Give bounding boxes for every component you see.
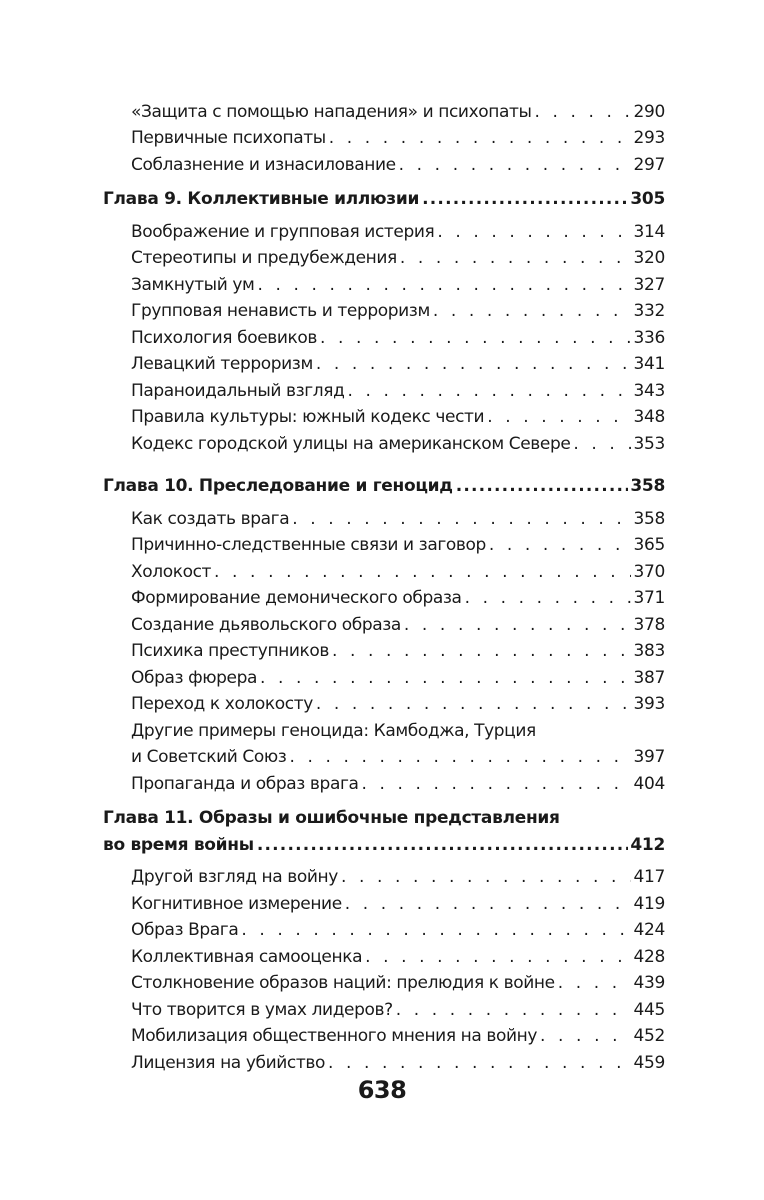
chapter-page: 412 [630, 834, 665, 855]
entry-title: Первичные психопаты [131, 128, 326, 148]
dot-leader [487, 406, 631, 428]
entry-title: Коллективная самооценка [131, 946, 363, 967]
entry-page: 370 [633, 561, 665, 582]
dot-leader [257, 834, 629, 856]
toc-entry [103, 402, 665, 429]
chapter-page: 305 [630, 189, 665, 209]
dot-leader [329, 127, 632, 149]
entry-page: 341 [633, 354, 665, 374]
table-of-contents [103, 96, 665, 1074]
entry-page: 320 [633, 248, 665, 268]
dot-leader [573, 433, 631, 455]
toc-entry [103, 662, 665, 689]
dot-leader [257, 274, 631, 296]
entry-title: Как создать врага [131, 508, 290, 529]
entry-page: 428 [633, 946, 665, 967]
dot-leader [404, 614, 632, 636]
entry-page: 417 [633, 867, 665, 887]
chapter-page: 358 [630, 476, 665, 496]
dot-leader [540, 1025, 631, 1047]
entry-title: Лицензия на убийство [131, 1052, 325, 1073]
chapter-heading-line2 [103, 829, 665, 856]
dot-leader [316, 693, 632, 715]
toc-entry [103, 583, 665, 610]
entry-page: 365 [633, 535, 665, 555]
entry-title: Стереотипы и предубеждения [131, 248, 397, 268]
entry-title: Кодекс городской улицы на американском Севере [131, 433, 571, 454]
dot-leader [341, 866, 632, 888]
toc-entry [103, 968, 665, 995]
entry-title: Образ фюрера [131, 667, 258, 688]
toc-entry [103, 888, 665, 915]
toc-entry [103, 503, 665, 530]
toc-entry [103, 243, 665, 270]
toc-entry [103, 428, 665, 455]
toc-entry [103, 375, 665, 402]
dot-leader [489, 534, 632, 556]
entry-title: Столкновение образов наций: прелюдия к войне [131, 973, 555, 993]
entry-title: Мобилизация общественного мнения на войну [131, 1026, 538, 1046]
chapter-heading-line1 [103, 803, 665, 830]
entry-title: Пропаганда и образ врага [131, 773, 359, 794]
entry-title: Психология боевиков [131, 327, 318, 348]
dot-leader [241, 919, 631, 941]
dot-leader [465, 587, 632, 609]
entry-title: Групповая ненависть и терроризм [131, 301, 430, 321]
entry-title: Причинно-следственные связи и заговор [131, 535, 486, 555]
dot-leader [437, 221, 631, 243]
entry-page: 297 [633, 154, 665, 175]
entry-page: 371 [633, 588, 665, 608]
entry-title: Когнитивное измерение [131, 893, 342, 914]
entry-page: 332 [633, 301, 665, 321]
dot-leader [292, 508, 631, 530]
entry-page: 445 [633, 999, 665, 1020]
dot-leader [558, 972, 632, 994]
entry-page: 314 [633, 221, 665, 242]
entry-page: 336 [633, 327, 665, 348]
toc-entry [103, 1047, 665, 1074]
entry-title: Соблазнение и изнасилование [131, 154, 396, 175]
entry-title: Правила культуры: южный кодекс чести [131, 407, 485, 427]
chapter-title: во время войны [103, 834, 254, 855]
entry-title: Воображение и групповая истерия [131, 221, 435, 242]
entry-page: 439 [633, 973, 665, 993]
toc-entry [103, 636, 665, 663]
entry-page: 404 [633, 773, 665, 794]
entry-page: 459 [633, 1052, 665, 1073]
entry-title: Замкнутый ум [131, 274, 255, 295]
entry-page: 393 [633, 694, 665, 714]
toc-entry [103, 216, 665, 243]
chapter-title: Глава 10. Преследование и геноцид [103, 476, 453, 496]
dot-leader [316, 353, 632, 375]
toc-entry [103, 123, 665, 150]
dot-leader [400, 247, 632, 269]
entry-title: «Защита с помощью нападения» и психопаты [131, 101, 532, 122]
dot-leader [365, 946, 631, 968]
entry-title: Другие примеры геноцида: Камбоджа, Турция [131, 720, 536, 741]
toc-entry [103, 609, 665, 636]
toc-entry [103, 915, 665, 942]
entry-page: 424 [633, 920, 665, 940]
dot-leader [328, 1052, 631, 1074]
entry-page: 378 [633, 614, 665, 635]
chapter-heading [103, 471, 665, 498]
dot-leader [422, 188, 628, 210]
entry-page: 387 [633, 667, 665, 688]
toc-entry [103, 349, 665, 376]
dot-leader [289, 746, 631, 768]
toc-entry [103, 322, 665, 349]
dot-leader [214, 561, 631, 583]
toc-entry [103, 296, 665, 323]
entry-title: Левацкий терроризм [131, 354, 313, 374]
toc-entry [103, 862, 665, 889]
entry-page: 358 [633, 508, 665, 529]
toc-entry [103, 1021, 665, 1048]
entry-page: 293 [633, 128, 665, 148]
toc-entry [103, 768, 665, 795]
toc-entry [103, 994, 665, 1021]
dot-leader [433, 300, 632, 322]
toc-entry [103, 530, 665, 557]
entry-page: 397 [633, 747, 665, 767]
entry-page: 353 [633, 433, 665, 454]
entry-page: 327 [633, 274, 665, 295]
chapter-title: Глава 9. Коллективные иллюзии [103, 189, 420, 209]
dot-leader [345, 893, 632, 915]
dot-leader [260, 667, 631, 689]
entry-page: 290 [633, 101, 665, 122]
entry-title: Что творится в умах лидеров? [131, 999, 393, 1020]
toc-entry [103, 149, 665, 176]
entry-page: 383 [633, 641, 665, 661]
toc-entry [103, 96, 665, 123]
toc-entry [103, 941, 665, 968]
entry-title: Образ Врага [131, 920, 239, 940]
entry-title: Другой взгляд на войну [131, 867, 338, 887]
toc-entry [103, 556, 665, 583]
chapter-title: Глава 11. Образы и ошибочные представления [103, 808, 560, 828]
dot-leader [362, 773, 632, 795]
entry-title: Параноидальный взгляд [131, 380, 345, 401]
toc-entry [103, 269, 665, 296]
entry-page: 343 [633, 380, 665, 401]
dot-leader [399, 154, 632, 176]
entry-title: и Советский Союз [131, 747, 287, 767]
entry-page: 452 [633, 1026, 665, 1046]
dot-leader [396, 999, 632, 1021]
toc-entry-line1 [103, 715, 665, 742]
entry-page: 348 [633, 407, 665, 427]
dot-leader [456, 475, 629, 497]
dot-leader [320, 327, 631, 349]
toc-entry-line2 [103, 742, 665, 769]
entry-page: 419 [633, 893, 665, 914]
entry-title: Психика преступников [131, 641, 330, 661]
chapter-heading [103, 184, 665, 211]
toc-entry [103, 689, 665, 716]
entry-title: Холокост [131, 561, 212, 582]
entry-title: Формирование демонического образа [131, 588, 462, 608]
dot-leader [332, 640, 631, 662]
entry-title: Создание дьявольского образа [131, 614, 401, 635]
dot-leader [347, 380, 631, 402]
page-number: 638 [357, 1076, 407, 1104]
entry-title: Переход к холокосту [131, 694, 313, 714]
dot-leader [535, 101, 632, 123]
